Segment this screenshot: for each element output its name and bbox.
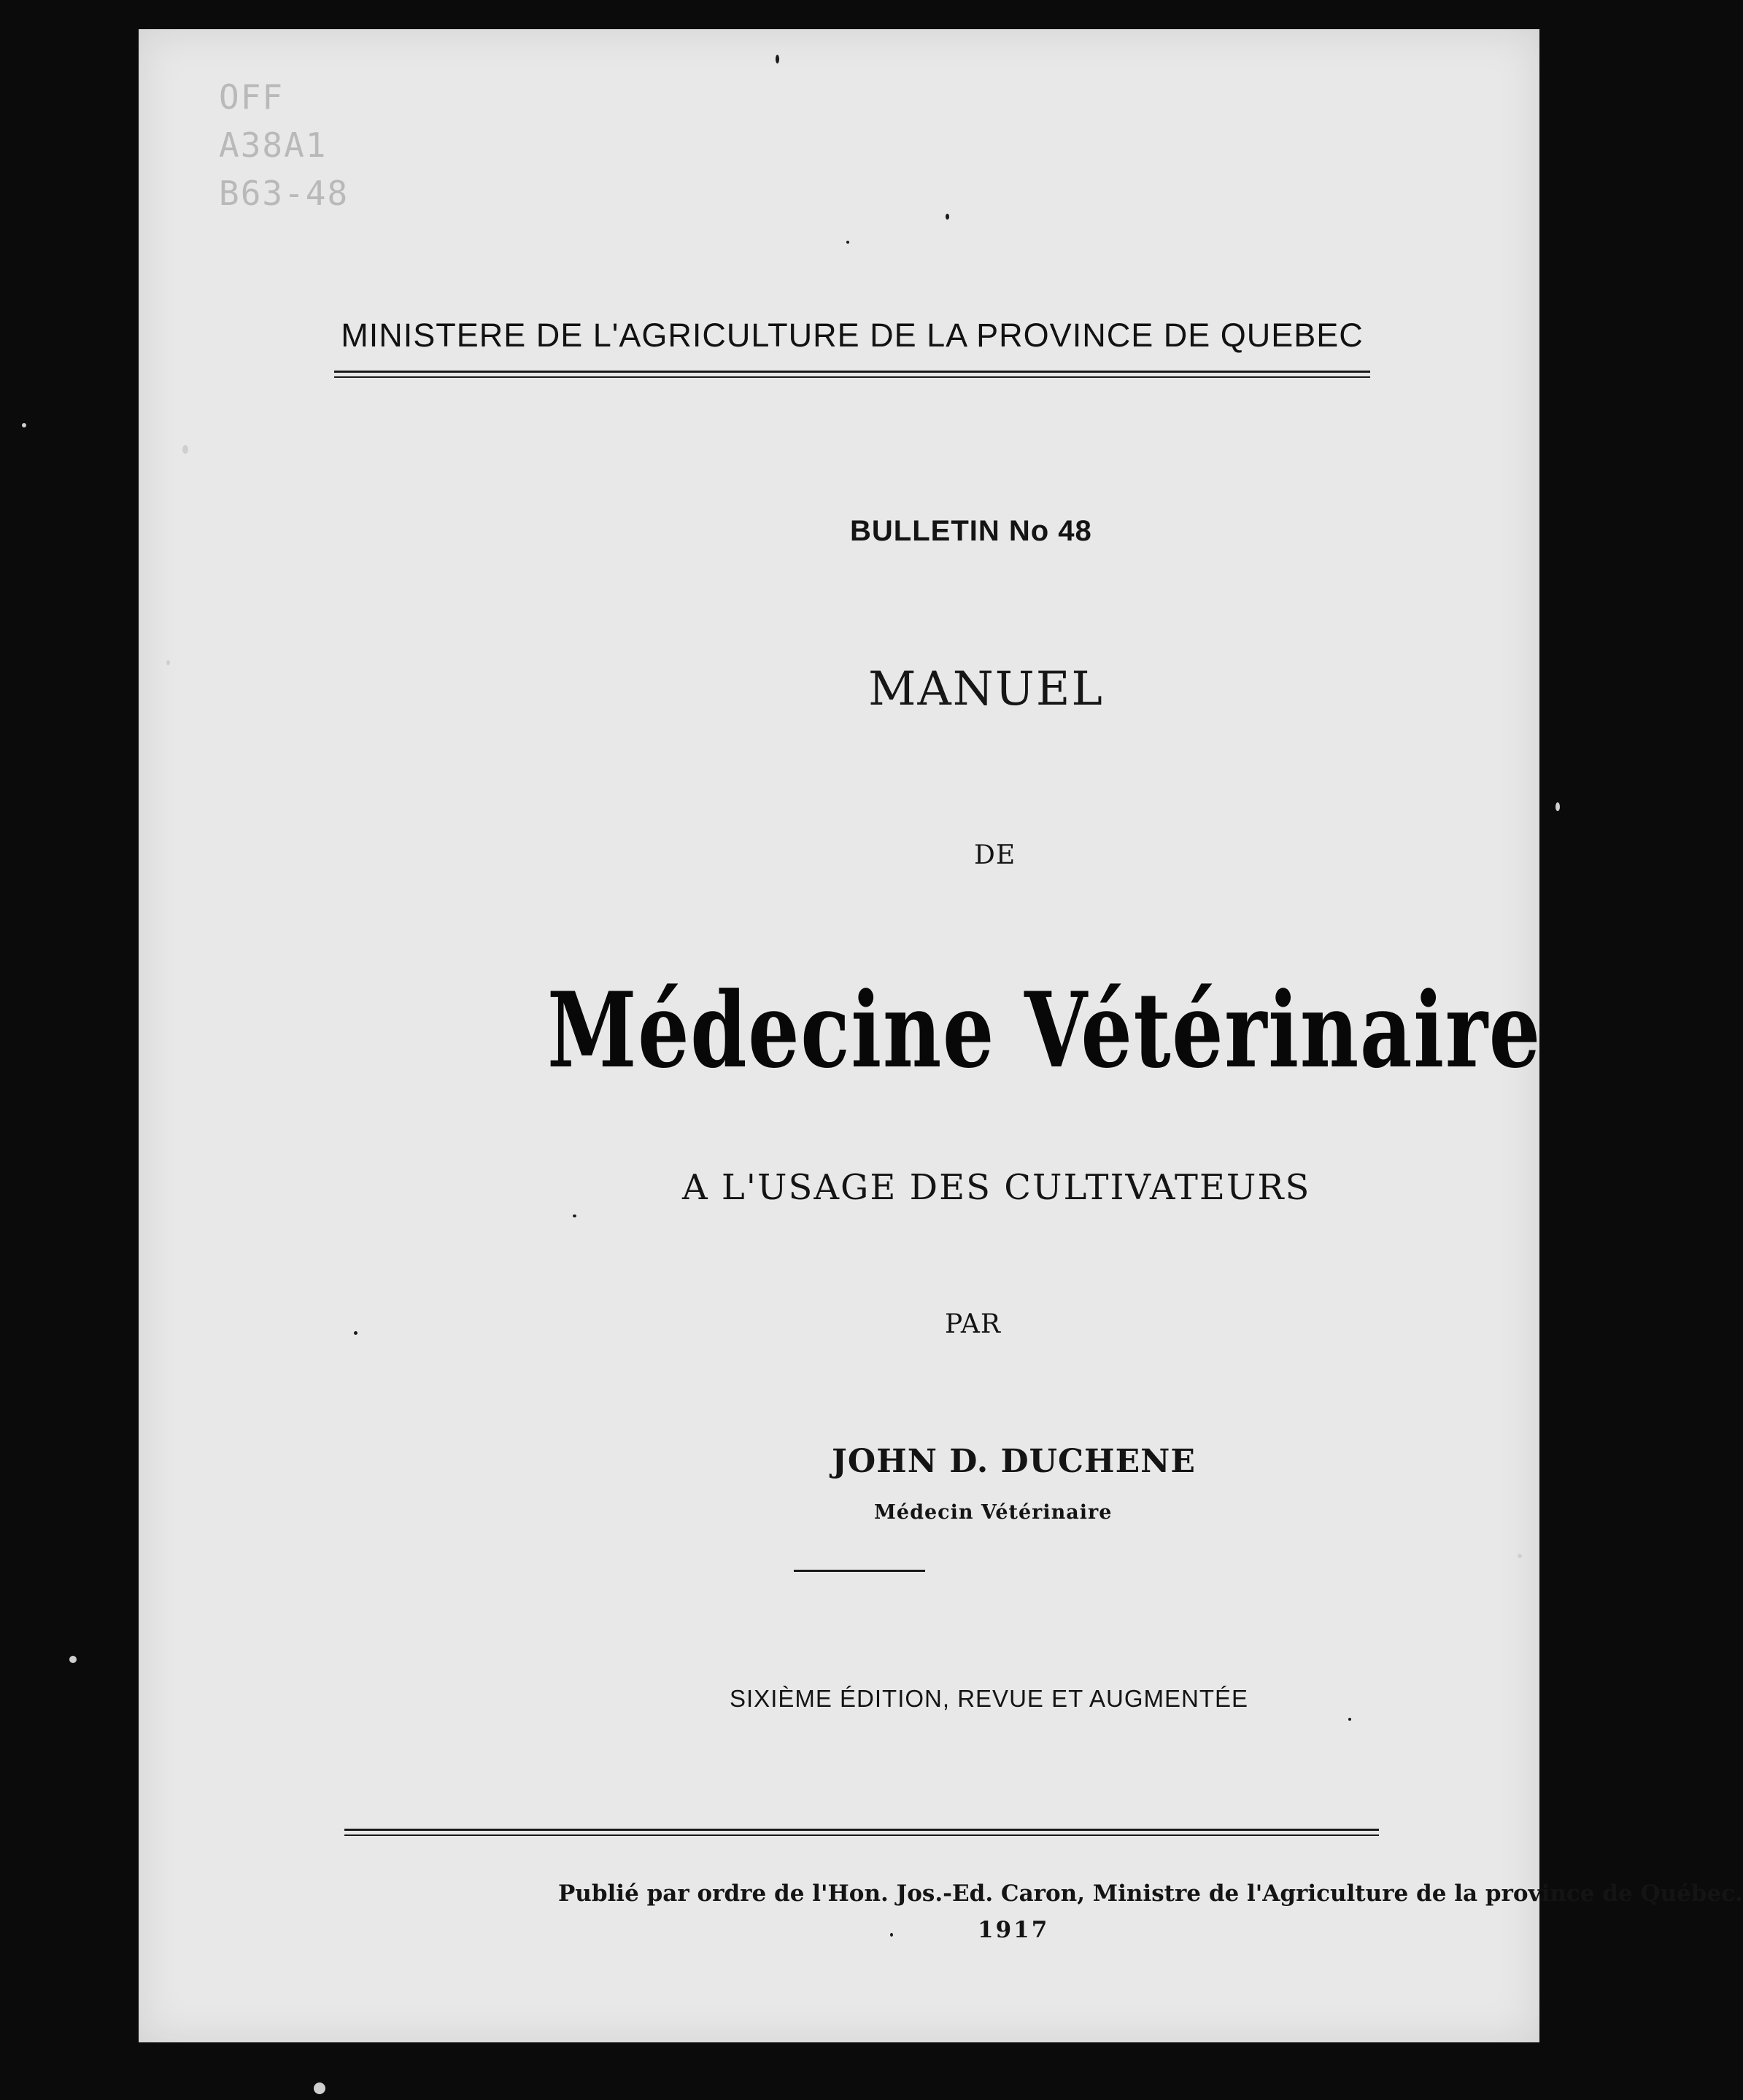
scan-speck xyxy=(354,1331,358,1335)
edge-speck xyxy=(69,1656,77,1663)
author-name: JOHN D. DUCHENE xyxy=(832,1443,1196,1480)
scan-speck xyxy=(946,214,949,220)
stamp-line-1: OFF xyxy=(219,77,285,117)
stamp-line-2: A38A1 xyxy=(219,125,328,165)
library-call-number-stamp xyxy=(219,73,387,248)
scan-speck xyxy=(846,241,849,244)
edition-statement: SIXIÈME ÉDITION, REVUE ET AUGMENTÉE xyxy=(730,1685,1249,1712)
main-title: Médecine Vétérinaire xyxy=(547,970,1542,1091)
scan-speck xyxy=(1348,1718,1351,1721)
scan-speck xyxy=(890,1933,893,1937)
edge-speck xyxy=(314,2082,325,2094)
publication-year: 1917 xyxy=(978,1917,1050,1943)
edge-speck xyxy=(22,423,26,427)
edge-speck xyxy=(166,660,170,665)
de-connector: DE xyxy=(974,840,1016,870)
author-title: Médecin Vétérinaire xyxy=(874,1501,1113,1524)
edge-speck xyxy=(182,445,188,454)
par-connector: PAR xyxy=(945,1309,1002,1339)
footer-rule xyxy=(344,1829,1379,1831)
document-page xyxy=(139,29,1743,2042)
stamp-line-3: B63-48 xyxy=(219,174,349,213)
ministry-heading: MINISTERE DE L'AGRICULTURE DE LA PROVINCE DE QUEBEC xyxy=(341,317,1364,354)
bulletin-number: BULLETIN No 48 xyxy=(850,515,1092,547)
scan-speck xyxy=(573,1214,576,1217)
manuel-heading: MANUEL xyxy=(868,662,1104,716)
subtitle: A L'USAGE DES CULTIVATEURS xyxy=(682,1167,1311,1208)
short-divider xyxy=(794,1570,925,1572)
publisher-statement: Publié par ordre de l'Hon. Jos.-Ed. Caron, Ministre de l'Agriculture de la province de Québec. xyxy=(558,1880,1743,1907)
header-rule xyxy=(334,371,1370,373)
edge-speck xyxy=(1518,1554,1522,1558)
edge-speck xyxy=(1555,802,1560,811)
scan-speck xyxy=(776,55,779,63)
